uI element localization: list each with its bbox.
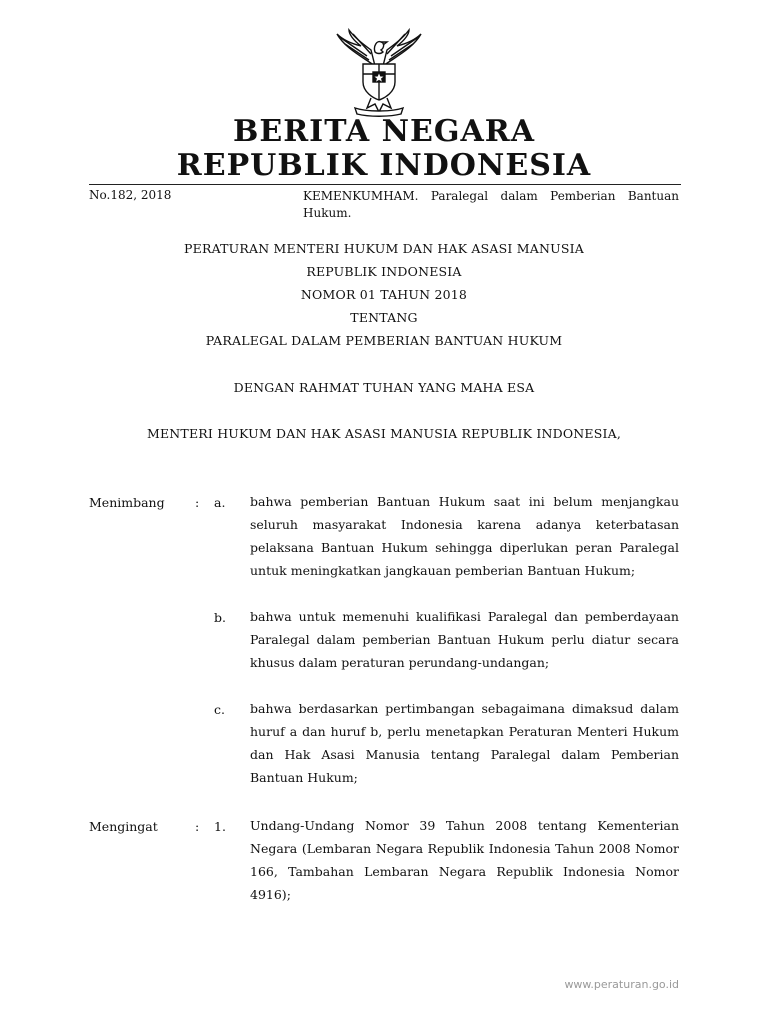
- menimbang-item-a: bahwa pemberian Bantuan Hukum saat ini belum menjangkau seluruh masyarakat Indonesia karena adanya keterbatasan pelaksana Bantuan Hukum sehingga diperlukan peran Paralegal untuk meningkatkan jangkauan pemberian Bantuan Hukum;: [250, 494, 679, 578]
- regulation-number: NOMOR 01 TAHUN 2018: [300, 287, 468, 302]
- menimbang-marker-c: c.: [214, 702, 225, 717]
- mengingat-label: Mengingat: [89, 819, 158, 834]
- issue-number: No.182, 2018: [89, 188, 172, 202]
- regulation-about: TENTANG: [350, 310, 418, 325]
- mengingat-colon: :: [195, 819, 200, 834]
- menimbang-marker-a: a.: [214, 495, 226, 510]
- garuda-emblem-icon: [331, 26, 427, 118]
- blessing-line: DENGAN RAHMAT TUHAN YANG MAHA ESA: [233, 380, 535, 395]
- mengingat-marker-1: 1.: [214, 819, 226, 834]
- footer-url: www.peraturan.go.id: [564, 978, 679, 991]
- issue-description: KEMENKUMHAM. Paralegal dalam Pemberian Bantuan Hukum.: [303, 189, 679, 220]
- menimbang-item-b: bahwa untuk memenuhi kualifikasi Paralegal dan pemberdayaan Paralegal dalam pemberian Bantuan Hukum perlu diatur secara khusus dalam peraturan perundang-undangan;: [250, 609, 679, 670]
- gazette-title: BERITA NEGARA: [233, 114, 535, 149]
- menimbang-marker-b: b.: [214, 610, 226, 625]
- menimbang-colon: :: [195, 495, 200, 510]
- header-divider: [89, 184, 681, 185]
- regulation-subject: PARALEGAL DALAM PEMBERIAN BANTUAN HUKUM: [205, 333, 563, 348]
- menimbang-item-c: bahwa berdasarkan pertimbangan sebagaimana dimaksud dalam huruf a dan huruf b, perlu menetapkan Peraturan Menteri Hukum dan Hak Asasi Manusia tentang Paralegal dalam Pemberian Bantuan Hukum;: [250, 701, 679, 785]
- gazette-subtitle: REPUBLIK INDONESIA: [176, 148, 592, 183]
- minister-line: MENTERI HUKUM DAN HAK ASASI MANUSIA REPUBLIK INDONESIA,: [146, 426, 622, 441]
- regulation-country: REPUBLIK INDONESIA: [306, 264, 462, 279]
- mengingat-item-1: Undang-Undang Nomor 39 Tahun 2008 tentang Kementerian Negara (Lembaran Negara Republik Indonesia Tahun 2008 Nomor 166, Tambahan Lembaran Negara Republik Indonesia Nomor 4916);: [250, 818, 679, 902]
- regulation-title: PERATURAN MENTERI HUKUM DAN HAK ASASI MANUSIA: [184, 241, 584, 256]
- menimbang-label: Menimbang: [89, 495, 165, 510]
